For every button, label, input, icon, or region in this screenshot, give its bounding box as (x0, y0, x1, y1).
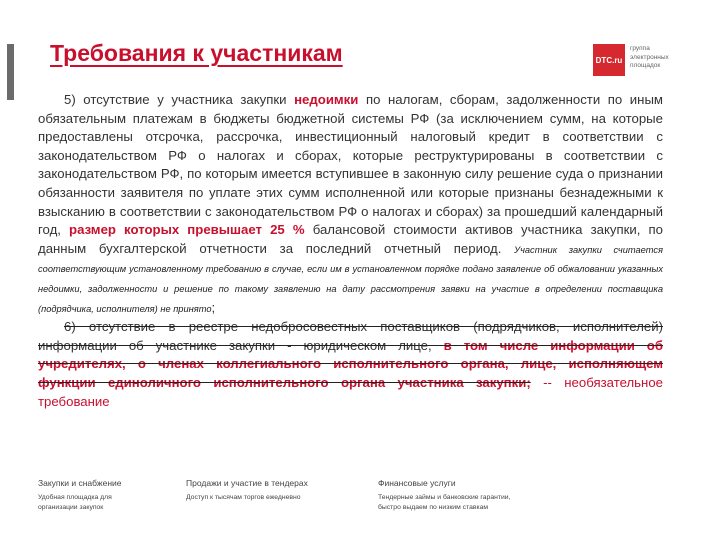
logo-caption-line: электронных (630, 53, 669, 61)
paragraph-requirement-6 (38, 318, 663, 411)
logo-mark: DTC.ru (593, 44, 625, 76)
footer-line: Доступ к тысячам торгов ежедневно (186, 494, 301, 501)
logo-caption-line: группа (630, 45, 650, 52)
footer-line: Удобная площадка для (38, 494, 112, 501)
footer-column-sales (186, 478, 376, 503)
p5-intro: 5) отсутствие у участника закупки (64, 92, 295, 107)
footer-heading: Закупки и снабжение (38, 478, 122, 488)
footer-description (378, 493, 568, 512)
p6-struck-text: 6) отсутствие в реестре недобросовестных поставщиков (подрядчиков, исполнителей) информации об участнике закупки - юридическом лице, (38, 319, 663, 353)
footer-line: организации закупок (38, 503, 104, 511)
logo-caption (630, 45, 690, 71)
footer-heading: Продажи и участие в тендерах (186, 478, 308, 488)
p5-tail: балансовой стоимости активов участника закупки, по данным бухгалтерской отчетности за последний отчетный период. (38, 222, 663, 256)
slide-title: Требования к участникам (50, 40, 343, 66)
p5-end: ; (211, 299, 216, 315)
footer-heading: Финансовые услуги (378, 478, 456, 488)
p5-highlight: размер которых превышает 25 % (69, 222, 305, 238)
footer-description (186, 493, 376, 503)
p5-note: Участник закупки считается соответствующим установленному требованию в случае, если им в установленном порядке подано заявление об обжаловании указанных недоимки, задолженности и решение по такому заявлению на дату рассмотрения заявки на участие в определении поставщика (подрядчика, исполнителя) не принято (38, 244, 663, 314)
p6-optional-note: -- необязательное требование (38, 374, 663, 409)
logo-caption-line: площадок (630, 62, 661, 69)
p6-struck-highlight: в том числе информации об учредителях, о членах коллегиального исполнительного органа, лице, исполняющем функции единоличного исполнительного органа участника закупки; (38, 337, 663, 390)
side-accent-bar (7, 44, 14, 100)
company-logo (593, 44, 689, 80)
p5-keyword: недоимки (294, 92, 359, 107)
footer-line: Тендерные займы и банковские гарантии, (378, 494, 511, 501)
paragraph-requirement-5 (38, 91, 663, 318)
slide-content (38, 91, 663, 411)
footer-line: быстро выдаем по низким ставкам (378, 503, 489, 511)
p5-main: по налогам, сборам, задолженности по иным обязательным платежам в бюджеты бюджетной системы РФ (за исключением сумм, на которые предоставлены отсрочка, рассрочка, инвестиционный налоговый кредит в соответствии с законодательством РФ о налогах и сборах, которые реструктурированы в соответствии с законодательством РФ, по которым имеется вступившее в законную силу решение суда о признании обязанности заявителя по уплате этих сумм исполненной или которые признаны безнадежными к взысканию в соответствии с законодательством РФ о налогах и сборах) за прошедший календарный год, (38, 92, 663, 238)
footer-column-finance (378, 478, 568, 512)
footer (38, 478, 678, 518)
